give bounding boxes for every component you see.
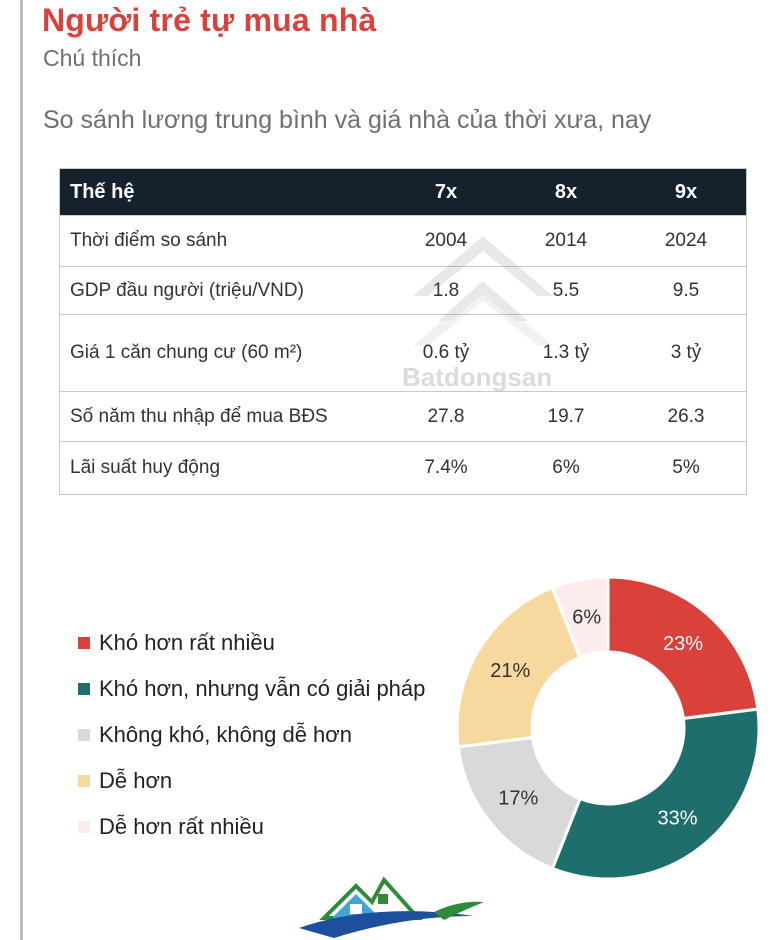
table-cell: 26.3 <box>626 392 747 442</box>
table-cell: 3 tỷ <box>626 315 747 392</box>
table-cell: 19.7 <box>506 392 626 442</box>
legend-label: Dễ hơn <box>99 768 173 793</box>
table-cell: 2024 <box>626 216 747 267</box>
table-row <box>60 216 747 267</box>
legend-swatch <box>78 683 90 695</box>
table-cell: 27.8 <box>386 392 506 442</box>
table-cell: 9.5 <box>626 267 747 315</box>
subtitle: So sánh lương trung bình và giá nhà của thời xưa, nay <box>43 106 652 134</box>
column-header: 9x <box>626 169 747 216</box>
legend-label: Không khó, không dễ hơn <box>99 722 352 747</box>
column-header: 7x <box>386 169 506 216</box>
donut-slice <box>552 709 759 879</box>
table-cell: 5% <box>626 442 747 495</box>
table-row <box>60 442 747 495</box>
legend-label: Khó hơn rất nhiều <box>99 630 275 655</box>
caption: Chú thích <box>43 45 142 71</box>
chart-legend <box>78 620 425 850</box>
legend-item <box>78 712 425 758</box>
table-cell: 1.8 <box>386 267 506 315</box>
left-border-rule <box>20 0 23 940</box>
legend-swatch <box>78 821 90 833</box>
legend-swatch <box>78 637 90 649</box>
legend-item <box>78 804 425 850</box>
row-label: Lãi suất huy động <box>60 442 387 495</box>
legend-item <box>78 758 425 804</box>
row-label: Thời điểm so sánh <box>60 216 387 267</box>
table-cell: 6% <box>506 442 626 495</box>
logo-house-icon <box>294 872 494 940</box>
table-cell: 2004 <box>386 216 506 267</box>
table-header-row <box>60 169 747 216</box>
row-label: GDP đầu người (triệu/VND) <box>60 267 387 315</box>
column-header: 8x <box>506 169 626 216</box>
slice-label: 33% <box>657 807 698 830</box>
page-title: Người trẻ tự mua nhà <box>42 2 377 38</box>
watermark-text: Batdongsan <box>402 362 553 392</box>
donut-chart <box>440 560 770 890</box>
table-cell: 0.6 tỷ <box>386 315 506 392</box>
table-cell: 1.3 tỷ <box>506 315 626 392</box>
slice-label: 23% <box>663 632 704 655</box>
legend-label: Khó hơn, nhưng vẫn có giải pháp <box>99 676 426 701</box>
row-label: Giá 1 căn chung cư (60 m²) <box>60 315 387 392</box>
slice-label: 6% <box>572 606 602 629</box>
legend-label: Dễ hơn rất nhiều <box>99 814 264 839</box>
table-row <box>60 392 747 442</box>
comparison-table <box>59 168 747 495</box>
row-label: Số năm thu nhập để mua BĐS <box>60 392 387 442</box>
table-cell: 2014 <box>506 216 626 267</box>
slice-label: 17% <box>498 787 539 810</box>
legend-item <box>78 666 425 712</box>
column-header: Thế hệ <box>60 169 387 216</box>
table-cell: 5.5 <box>506 267 626 315</box>
slice-label: 21% <box>490 660 531 683</box>
legend-swatch <box>78 729 90 741</box>
table-row <box>60 267 747 315</box>
legend-item <box>78 620 425 666</box>
legend-swatch <box>78 775 90 787</box>
table-cell: 7.4% <box>386 442 506 495</box>
